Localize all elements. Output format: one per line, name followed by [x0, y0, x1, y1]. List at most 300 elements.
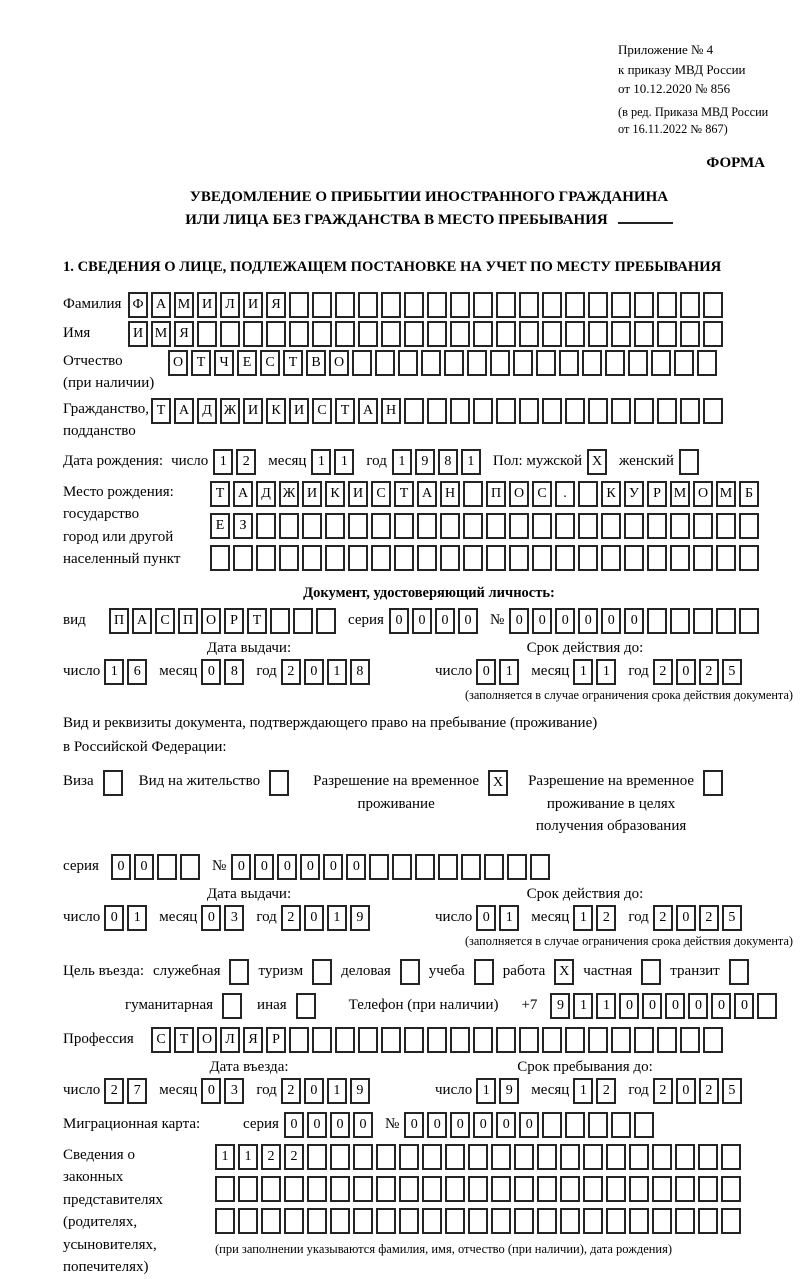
char-box[interactable]: О: [197, 1027, 217, 1053]
char-box[interactable]: Т: [335, 398, 355, 424]
char-box[interactable]: [729, 959, 749, 985]
char-box[interactable]: [560, 1176, 580, 1202]
char-box[interactable]: [330, 1176, 350, 1202]
char-box[interactable]: 2: [596, 905, 616, 931]
char-box[interactable]: О: [509, 481, 529, 507]
purpose-humanitarian-checkbox[interactable]: [222, 993, 242, 1019]
char-box[interactable]: 1: [327, 659, 347, 685]
char-box[interactable]: [335, 292, 355, 318]
char-box[interactable]: 1: [476, 1078, 496, 1104]
char-box[interactable]: [509, 545, 529, 571]
visa-checkbox[interactable]: [103, 770, 123, 796]
char-box[interactable]: [651, 350, 671, 376]
char-box[interactable]: 5: [722, 659, 742, 685]
char-box[interactable]: [606, 1144, 626, 1170]
char-box[interactable]: [427, 321, 447, 347]
char-box[interactable]: [611, 398, 631, 424]
char-box[interactable]: [392, 854, 412, 880]
char-box[interactable]: [394, 545, 414, 571]
char-box[interactable]: [657, 398, 677, 424]
char-box[interactable]: [467, 350, 487, 376]
char-box[interactable]: 0: [111, 854, 131, 880]
char-box[interactable]: [445, 1208, 465, 1234]
char-box[interactable]: [307, 1208, 327, 1234]
char-box[interactable]: [697, 350, 717, 376]
char-box[interactable]: [490, 350, 510, 376]
char-box[interactable]: А: [233, 481, 253, 507]
char-box[interactable]: А: [151, 292, 171, 318]
char-box[interactable]: [445, 1176, 465, 1202]
char-box[interactable]: [670, 545, 690, 571]
char-box[interactable]: [438, 854, 458, 880]
char-box[interactable]: 2: [284, 1144, 304, 1170]
char-box[interactable]: [353, 1144, 373, 1170]
char-box[interactable]: 2: [699, 905, 719, 931]
char-box[interactable]: [450, 1027, 470, 1053]
entry-day-input[interactable]: [104, 1078, 147, 1104]
char-box[interactable]: 1: [573, 1078, 593, 1104]
char-box[interactable]: [588, 398, 608, 424]
char-box[interactable]: 0: [734, 993, 754, 1019]
char-box[interactable]: 0: [201, 659, 221, 685]
char-box[interactable]: [312, 321, 332, 347]
birth-place-input-row2[interactable]: [210, 513, 759, 539]
char-box[interactable]: [698, 1176, 718, 1202]
char-box[interactable]: [376, 1144, 396, 1170]
residence-valid-month-input[interactable]: [573, 905, 616, 931]
char-box[interactable]: [486, 513, 506, 539]
char-box[interactable]: И: [128, 321, 148, 347]
char-box[interactable]: [588, 292, 608, 318]
given-name-input[interactable]: [128, 321, 723, 347]
char-box[interactable]: [693, 545, 713, 571]
char-box[interactable]: [542, 292, 562, 318]
char-box[interactable]: 0: [304, 1078, 324, 1104]
char-box[interactable]: [716, 608, 736, 634]
char-box[interactable]: 0: [435, 608, 455, 634]
char-box[interactable]: [629, 1176, 649, 1202]
char-box[interactable]: 0: [476, 905, 496, 931]
char-box[interactable]: Б: [739, 481, 759, 507]
char-box[interactable]: [486, 545, 506, 571]
char-box[interactable]: [399, 1144, 419, 1170]
char-box[interactable]: [376, 1176, 396, 1202]
char-box[interactable]: Ч: [214, 350, 234, 376]
purpose-tourism-checkbox[interactable]: [312, 959, 332, 985]
char-box[interactable]: 2: [281, 905, 301, 931]
char-box[interactable]: [215, 1208, 235, 1234]
stay-day-input[interactable]: [476, 1078, 519, 1104]
char-box[interactable]: [312, 1027, 332, 1053]
char-box[interactable]: [514, 1144, 534, 1170]
char-box[interactable]: [721, 1176, 741, 1202]
char-box[interactable]: [330, 1208, 350, 1234]
char-box[interactable]: 0: [201, 1078, 221, 1104]
char-box[interactable]: [507, 854, 527, 880]
char-box[interactable]: [450, 398, 470, 424]
char-box[interactable]: 1: [573, 993, 593, 1019]
char-box[interactable]: 0: [519, 1112, 539, 1138]
char-box[interactable]: Я: [174, 321, 194, 347]
char-box[interactable]: [293, 608, 313, 634]
representatives-input-row3[interactable]: [215, 1208, 741, 1234]
char-box[interactable]: [698, 1208, 718, 1234]
char-box[interactable]: [652, 1144, 672, 1170]
char-box[interactable]: Р: [647, 481, 667, 507]
char-box[interactable]: [680, 1027, 700, 1053]
char-box[interactable]: [229, 959, 249, 985]
char-box[interactable]: [404, 398, 424, 424]
char-box[interactable]: 9: [550, 993, 570, 1019]
char-box[interactable]: [634, 321, 654, 347]
char-box[interactable]: [519, 321, 539, 347]
char-box[interactable]: [536, 350, 556, 376]
char-box[interactable]: О: [168, 350, 188, 376]
char-box[interactable]: [680, 398, 700, 424]
char-box[interactable]: X: [554, 959, 574, 985]
char-box[interactable]: [514, 1176, 534, 1202]
char-box[interactable]: [445, 1144, 465, 1170]
char-box[interactable]: [375, 350, 395, 376]
char-box[interactable]: [302, 545, 322, 571]
char-box[interactable]: [628, 350, 648, 376]
char-box[interactable]: [279, 545, 299, 571]
char-box[interactable]: [542, 1027, 562, 1053]
char-box[interactable]: [496, 1027, 516, 1053]
char-box[interactable]: [675, 1144, 695, 1170]
char-box[interactable]: [461, 854, 481, 880]
char-box[interactable]: [624, 545, 644, 571]
surname-input[interactable]: [128, 292, 723, 318]
char-box[interactable]: [358, 1027, 378, 1053]
char-box[interactable]: [629, 1208, 649, 1234]
char-box[interactable]: [463, 545, 483, 571]
char-box[interactable]: [284, 1176, 304, 1202]
entry-month-input[interactable]: [201, 1078, 244, 1104]
char-box[interactable]: [757, 993, 777, 1019]
char-box[interactable]: [289, 1027, 309, 1053]
char-box[interactable]: [739, 513, 759, 539]
purpose-business-checkbox[interactable]: [400, 959, 420, 985]
char-box[interactable]: [335, 1027, 355, 1053]
char-box[interactable]: 0: [555, 608, 575, 634]
char-box[interactable]: 8: [350, 659, 370, 685]
char-box[interactable]: 0: [578, 608, 598, 634]
char-box[interactable]: [680, 292, 700, 318]
residence-valid-day-input[interactable]: [476, 905, 519, 931]
char-box[interactable]: [422, 1176, 442, 1202]
temp-residence-checkbox[interactable]: [488, 770, 508, 796]
char-box[interactable]: [565, 321, 585, 347]
char-box[interactable]: С: [371, 481, 391, 507]
char-box[interactable]: А: [132, 608, 152, 634]
char-box[interactable]: 9: [499, 1078, 519, 1104]
residence-issue-year-input[interactable]: [281, 905, 370, 931]
char-box[interactable]: [519, 398, 539, 424]
char-box[interactable]: З: [233, 513, 253, 539]
char-box[interactable]: [583, 1176, 603, 1202]
char-box[interactable]: [657, 321, 677, 347]
residence-series-input[interactable]: [111, 854, 200, 880]
birth-year-input[interactable]: [392, 449, 481, 475]
char-box[interactable]: О: [201, 608, 221, 634]
char-box[interactable]: [555, 513, 575, 539]
char-box[interactable]: [519, 1027, 539, 1053]
char-box[interactable]: И: [348, 481, 368, 507]
char-box[interactable]: [652, 1176, 672, 1202]
char-box[interactable]: [335, 321, 355, 347]
char-box[interactable]: [606, 1208, 626, 1234]
char-box[interactable]: 0: [412, 608, 432, 634]
char-box[interactable]: Е: [210, 513, 230, 539]
char-box[interactable]: [468, 1176, 488, 1202]
char-box[interactable]: 1: [461, 449, 481, 475]
char-box[interactable]: [312, 959, 332, 985]
char-box[interactable]: [222, 993, 242, 1019]
char-box[interactable]: [398, 350, 418, 376]
char-box[interactable]: [629, 1144, 649, 1170]
char-box[interactable]: [716, 545, 736, 571]
char-box[interactable]: 2: [653, 659, 673, 685]
char-box[interactable]: 0: [427, 1112, 447, 1138]
char-box[interactable]: [657, 1027, 677, 1053]
char-box[interactable]: 0: [254, 854, 274, 880]
doc-issue-year-input[interactable]: [281, 659, 370, 685]
char-box[interactable]: [197, 321, 217, 347]
char-box[interactable]: [634, 398, 654, 424]
char-box[interactable]: Т: [210, 481, 230, 507]
char-box[interactable]: [560, 1144, 580, 1170]
char-box[interactable]: Т: [151, 398, 171, 424]
char-box[interactable]: 1: [311, 449, 331, 475]
char-box[interactable]: И: [289, 398, 309, 424]
char-box[interactable]: [289, 292, 309, 318]
char-box[interactable]: [559, 350, 579, 376]
char-box[interactable]: С: [151, 1027, 171, 1053]
char-box[interactable]: [565, 292, 585, 318]
char-box[interactable]: [514, 1208, 534, 1234]
residence-valid-year-input[interactable]: [653, 905, 742, 931]
char-box[interactable]: [381, 292, 401, 318]
char-box[interactable]: 2: [653, 1078, 673, 1104]
char-box[interactable]: [601, 513, 621, 539]
char-box[interactable]: 0: [300, 854, 320, 880]
char-box[interactable]: [693, 608, 713, 634]
stay-year-input[interactable]: [653, 1078, 742, 1104]
char-box[interactable]: Т: [394, 481, 414, 507]
char-box[interactable]: Ф: [128, 292, 148, 318]
char-box[interactable]: [421, 350, 441, 376]
char-box[interactable]: А: [358, 398, 378, 424]
char-box[interactable]: 0: [346, 854, 366, 880]
char-box[interactable]: 8: [224, 659, 244, 685]
doc-valid-month-input[interactable]: [573, 659, 616, 685]
purpose-other-checkbox[interactable]: [296, 993, 316, 1019]
char-box[interactable]: [296, 993, 316, 1019]
purpose-official-checkbox[interactable]: [229, 959, 249, 985]
char-box[interactable]: [417, 513, 437, 539]
char-box[interactable]: 0: [711, 993, 731, 1019]
char-box[interactable]: 2: [261, 1144, 281, 1170]
char-box[interactable]: 0: [389, 608, 409, 634]
char-box[interactable]: [473, 321, 493, 347]
char-box[interactable]: 1: [104, 659, 124, 685]
char-box[interactable]: [427, 398, 447, 424]
representatives-input-row1[interactable]: [215, 1144, 741, 1170]
char-box[interactable]: [348, 513, 368, 539]
char-box[interactable]: [444, 350, 464, 376]
char-box[interactable]: [583, 1144, 603, 1170]
char-box[interactable]: [588, 1112, 608, 1138]
char-box[interactable]: [496, 398, 516, 424]
char-box[interactable]: Т: [174, 1027, 194, 1053]
char-box[interactable]: [634, 1112, 654, 1138]
char-box[interactable]: [210, 545, 230, 571]
purpose-work-checkbox[interactable]: [554, 959, 574, 985]
char-box[interactable]: 0: [284, 1112, 304, 1138]
doc-issue-day-input[interactable]: [104, 659, 147, 685]
char-box[interactable]: [261, 1176, 281, 1202]
char-box[interactable]: К: [266, 398, 286, 424]
char-box[interactable]: [220, 321, 240, 347]
char-box[interactable]: [721, 1144, 741, 1170]
char-box[interactable]: [647, 513, 667, 539]
char-box[interactable]: [353, 1176, 373, 1202]
char-box[interactable]: X: [587, 449, 607, 475]
char-box[interactable]: П: [486, 481, 506, 507]
char-box[interactable]: [542, 321, 562, 347]
migration-series-input[interactable]: [284, 1112, 373, 1138]
char-box[interactable]: Л: [220, 292, 240, 318]
char-box[interactable]: [675, 1176, 695, 1202]
char-box[interactable]: С: [532, 481, 552, 507]
char-box[interactable]: [565, 1112, 585, 1138]
char-box[interactable]: 0: [676, 905, 696, 931]
char-box[interactable]: [496, 321, 516, 347]
char-box[interactable]: 5: [722, 1078, 742, 1104]
char-box[interactable]: Т: [247, 608, 267, 634]
char-box[interactable]: 0: [676, 659, 696, 685]
char-box[interactable]: А: [417, 481, 437, 507]
char-box[interactable]: 0: [201, 905, 221, 931]
char-box[interactable]: [675, 1208, 695, 1234]
char-box[interactable]: 0: [353, 1112, 373, 1138]
char-box[interactable]: 0: [476, 659, 496, 685]
char-box[interactable]: 0: [277, 854, 297, 880]
char-box[interactable]: [555, 545, 575, 571]
char-box[interactable]: 1: [334, 449, 354, 475]
birth-month-input[interactable]: [311, 449, 354, 475]
char-box[interactable]: П: [109, 608, 129, 634]
char-box[interactable]: [256, 513, 276, 539]
char-box[interactable]: 0: [330, 1112, 350, 1138]
char-box[interactable]: [474, 959, 494, 985]
char-box[interactable]: [641, 959, 661, 985]
char-box[interactable]: [739, 608, 759, 634]
char-box[interactable]: Р: [266, 1027, 286, 1053]
char-box[interactable]: [404, 292, 424, 318]
char-box[interactable]: [703, 398, 723, 424]
char-box[interactable]: 1: [327, 1078, 347, 1104]
char-box[interactable]: 9: [415, 449, 435, 475]
char-box[interactable]: [440, 513, 460, 539]
char-box[interactable]: [422, 1208, 442, 1234]
char-box[interactable]: 0: [231, 854, 251, 880]
char-box[interactable]: [269, 770, 289, 796]
char-box[interactable]: [473, 1027, 493, 1053]
char-box[interactable]: 0: [304, 905, 324, 931]
char-box[interactable]: 0: [676, 1078, 696, 1104]
char-box[interactable]: [721, 1208, 741, 1234]
char-box[interactable]: [381, 321, 401, 347]
char-box[interactable]: 1: [596, 659, 616, 685]
char-box[interactable]: [307, 1176, 327, 1202]
temp-residence-edu-checkbox[interactable]: [703, 770, 723, 796]
char-box[interactable]: Л: [220, 1027, 240, 1053]
char-box[interactable]: [279, 513, 299, 539]
char-box[interactable]: [530, 854, 550, 880]
char-box[interactable]: [647, 608, 667, 634]
char-box[interactable]: [348, 545, 368, 571]
char-box[interactable]: М: [174, 292, 194, 318]
char-box[interactable]: 0: [496, 1112, 516, 1138]
char-box[interactable]: 0: [323, 854, 343, 880]
char-box[interactable]: [491, 1208, 511, 1234]
char-box[interactable]: [624, 513, 644, 539]
char-box[interactable]: [238, 1208, 258, 1234]
char-box[interactable]: [369, 854, 389, 880]
char-box[interactable]: 0: [307, 1112, 327, 1138]
char-box[interactable]: 7: [127, 1078, 147, 1104]
char-box[interactable]: [468, 1208, 488, 1234]
char-box[interactable]: 0: [404, 1112, 424, 1138]
char-box[interactable]: 0: [601, 608, 621, 634]
char-box[interactable]: М: [716, 481, 736, 507]
char-box[interactable]: [473, 398, 493, 424]
char-box[interactable]: [307, 1144, 327, 1170]
doc-valid-day-input[interactable]: [476, 659, 519, 685]
char-box[interactable]: [302, 513, 322, 539]
char-box[interactable]: [605, 350, 625, 376]
char-box[interactable]: 0: [304, 659, 324, 685]
char-box[interactable]: 2: [596, 1078, 616, 1104]
doc-number-input[interactable]: [509, 608, 759, 634]
birth-place-input-row1[interactable]: [210, 481, 759, 507]
char-box[interactable]: Т: [283, 350, 303, 376]
char-box[interactable]: 2: [236, 449, 256, 475]
char-box[interactable]: 9: [350, 905, 370, 931]
char-box[interactable]: [588, 1027, 608, 1053]
char-box[interactable]: И: [243, 292, 263, 318]
char-box[interactable]: П: [178, 608, 198, 634]
char-box[interactable]: [674, 350, 694, 376]
char-box[interactable]: [468, 1144, 488, 1170]
phone-input[interactable]: [550, 993, 777, 1019]
char-box[interactable]: [103, 770, 123, 796]
char-box[interactable]: [233, 545, 253, 571]
char-box[interactable]: [583, 1208, 603, 1234]
char-box[interactable]: [473, 292, 493, 318]
char-box[interactable]: Ж: [220, 398, 240, 424]
char-box[interactable]: [652, 1208, 672, 1234]
char-box[interactable]: [739, 545, 759, 571]
char-box[interactable]: [496, 292, 516, 318]
char-box[interactable]: 1: [327, 905, 347, 931]
char-box[interactable]: [427, 1027, 447, 1053]
char-box[interactable]: 0: [450, 1112, 470, 1138]
char-box[interactable]: 2: [653, 905, 673, 931]
char-box[interactable]: [399, 1176, 419, 1202]
